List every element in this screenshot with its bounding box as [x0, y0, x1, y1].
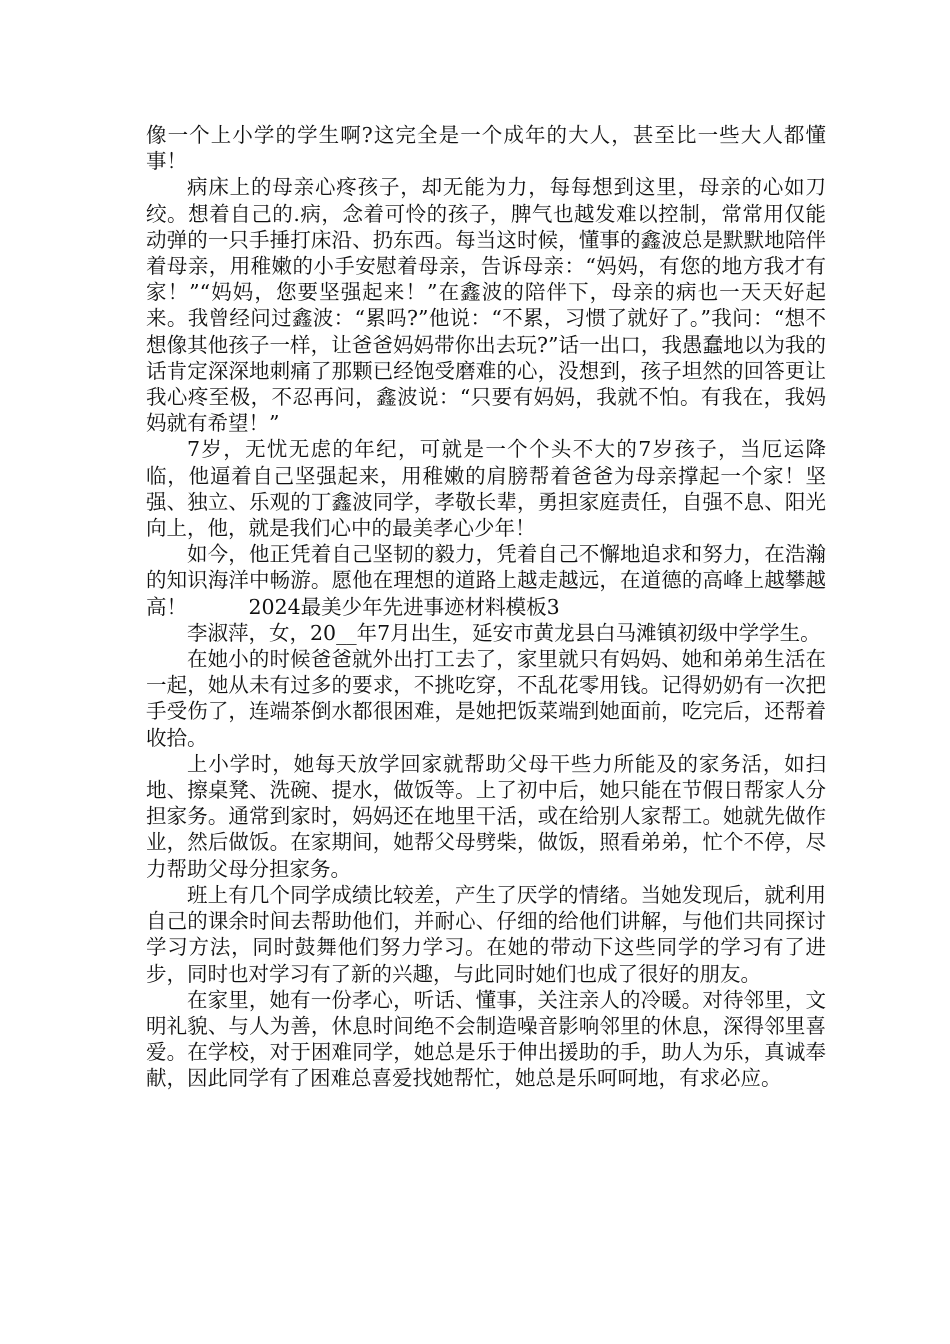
- paragraph-6: 在她小的时候爸爸就外出打工去了，家里就只有妈妈、她和弟弟生活在一起，她从未有过多的要求，不挑吃穿，不乱花零用钱。记得奶奶有一次把手受伤了，连端茶倒水都很困难，是她把饭菜端到她面前，吃完后，还帮着收拾。: [146, 647, 826, 750]
- paragraph-3: 7岁，无忧无虑的年纪，可就是一个个头不大的7岁孩子，当厄运降临，他逼着自己坚强起来，用稚嫩的肩膀帮着爸爸为母亲撑起一个家！坚强、独立、乐观的丁鑫波同学，孝敬长辈，勇担家庭责任，自强不息、阳光向上，他，就是我们心中的最美孝心少年！: [146, 437, 826, 541]
- document-body: [146, 122, 826, 1092]
- paragraph-9: 在家里，她有一份孝心，听话、懂事，关注亲人的冷暖。对待邻里，文明礼貌、与人为善，休息时间绝不会制造噪音影响邻里的休息，深得邻里喜爱。在学校，对于困难同学，她总是乐于伸出援助的手，助人为乐，真诚奉献，因此同学有了困难总喜爱找她帮忙，她总是乐呵呵地，有求必应。: [146, 987, 826, 1091]
- paragraph-8: 班上有几个同学成绩比较差，产生了厌学的情绪。当她发现后，就利用自己的课余时间去帮助他们，并耐心、仔细的给他们讲解，与他们共同探讨学习方法，同时鼓舞他们努力学习。在她的带动下这些同学的学习有了进步，同时也对学习有了新的兴趣，与此同时她们也成了很好的朋友。: [146, 882, 826, 986]
- section-heading: 2024最美少年先进事迹材料模板3: [248, 594, 560, 619]
- paragraph-2: 病床上的母亲心疼孩子，却无能为力，每每想到这里，母亲的心如刀绞。想着自己的.病，念着可怜的孩子，脾气也越发难以控制，常常用仅能动弹的一只手捶打床沿、扔东西。每当这时候，懂事的鑫波总是默默地陪伴着母亲，用稚嫩的小手安慰着母亲，告诉母亲：“妈妈，有您的地方我才有家！”“妈妈，您要坚强起来！”在鑫波的陪伴下，母亲的病也一天天好起来。我曾经问过鑫波：“累吗?”他说：“不累，习惯了就好了。”我问：“想不想像其他孩子一样，让爸爸妈妈带你出去玩?”话一出口，我愚蠢地以为我的话肯定深深地刺痛了那颗已经饱受磨难的心，没想到，孩子坦然的回答更让我心疼至极，不忍再问，鑫波说：“只要有妈妈，我就不怕。有我在，我妈妈就有希望！”: [146, 175, 826, 436]
- paragraph-1: 像一个上小学的学生啊?这完全是一个成年的大人，甚至比一些大人都懂事！: [146, 123, 826, 174]
- paragraph-5: 李淑萍，女，20__年7月出生，延安市黄龙县白马滩镇初级中学学生。: [187, 620, 821, 645]
- paragraph-4-text: 如今，他正凭着自己坚韧的毅力，凭着自己不懈地追求和努力，在浩瀚的知识海洋中畅游。愿他在理想的道路上越走越远，在道德的高峰上越攀越高！: [146, 542, 826, 619]
- paragraph-7: 上小学时，她每天放学回家就帮助父母干些力所能及的家务活，如扫地、擦桌凳、洗碗、提水，做饭等。上了初中后，她只能在节假日帮家人分担家务。通常到家时，妈妈还在地里干活，或在给别人家帮工。她就先做作业，然后做饭。在家期间，她帮父母劈柴，做饭，照看弟弟，忙个不停，尽力帮助父母分担家务。: [146, 751, 826, 881]
- paragraph-4: [146, 541, 826, 620]
